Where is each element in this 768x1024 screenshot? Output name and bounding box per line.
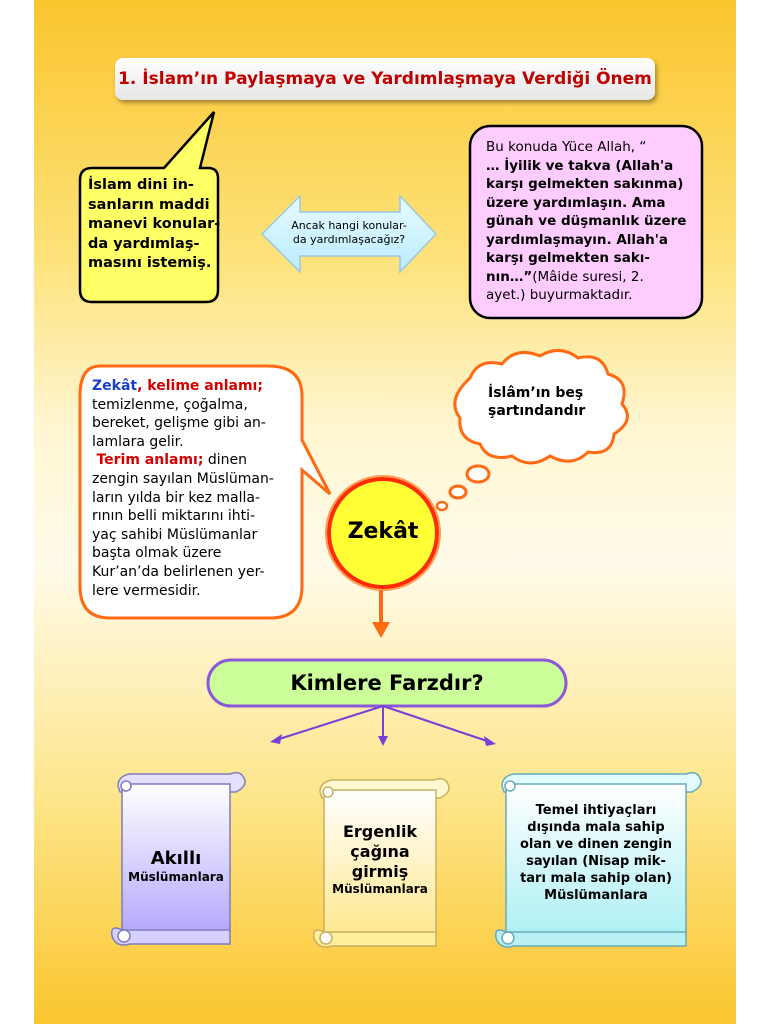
page-title: 1. İslam’ın Paylaşmaya ve Yardımlaşmaya Verdiği Önem (115, 58, 655, 100)
arrow-text: Ancak hangi konular- da yardımlaşacağız? (291, 219, 407, 246)
zekat-definition-text: Zekât, kelime anlamı; temizlenme, çoğalma, bereket, gelişme gibi an- lamlara gelir. Terim anlamı; dinen zengin sayılan Müslüman- ların yılda bir kez malla- rının belli miktarını ihti- yaç sahibi Müslümanlar başta olmak üzere Kur’an’da belirlenen yer- lere vermesidir. (92, 378, 274, 599)
down-arrow (372, 622, 390, 638)
cloud-text: İslâm’ın beş şartındandır (488, 385, 586, 419)
scroll2-text: Ergenlik çağına girmiş Müslümanlara (332, 822, 428, 896)
cloud-dot-small (437, 502, 447, 510)
pink-bubble-text: Bu konuda Yüce Allah, “ … İyilik ve takva (Allah'a karşı gelmekten sakınma) üzere yardımlaşın. Ama günah ve düşmanlık üzere yardımlaşmayın. Allah'a karşı gelmekten sakı- nın…”(Mâide suresi, 2. ayet.) buyurmaktadır. (486, 139, 687, 303)
center-label: Zekât (347, 519, 419, 544)
cloud-dot-medium (450, 486, 466, 498)
question-label: Kimlere Farzdır? (290, 671, 484, 695)
cloud-dot-large (467, 466, 489, 482)
left-bubble-text: İslam dini in- sanların maddi manevi konular- da yardımlaş- masını istemiş. (88, 177, 221, 271)
scroll3-text: Temel ihtiyaçları dışında mala sahip olan ve dinen zengin sayılan (Nisap mik- tarı mala sahip olan) Müslümanlara (519, 803, 673, 903)
scroll1-text: Akıllı Müslümanlara (128, 848, 224, 884)
